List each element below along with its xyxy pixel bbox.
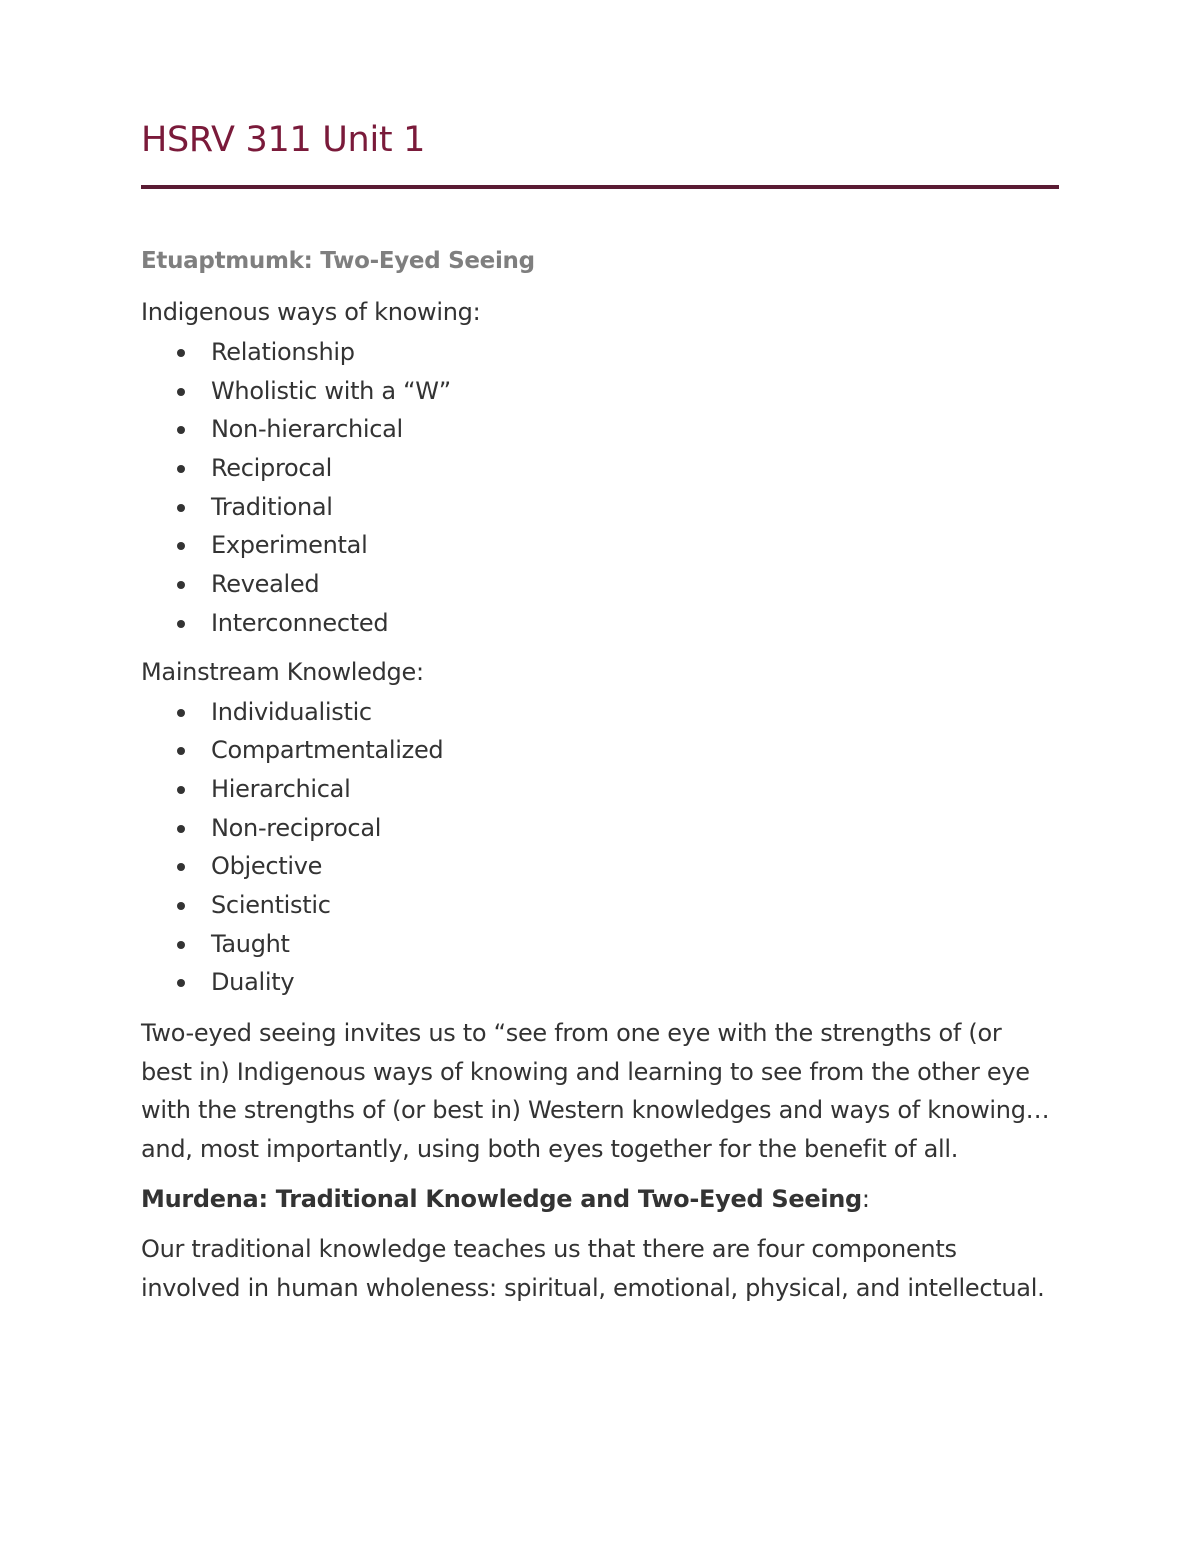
murdena-heading-colon: : (861, 1184, 870, 1213)
list-item: Scientistic (141, 886, 1059, 925)
bullet-icon (177, 504, 185, 512)
mainstream-list-lead: Mainstream Knowledge: (141, 657, 424, 686)
murdena-heading: Murdena: Traditional Knowledge and Two-Eyed Seeing (141, 1184, 862, 1213)
list-item: Reciprocal (141, 449, 1059, 488)
document-title: HSRV 311 Unit 1 (141, 120, 426, 160)
two-eyed-seeing-paragraph: Two-eyed seeing invites us to “see from one eye with the strengths of (or best in) Indigenous ways of knowing and learning to see from the other eye with the strengths of (or best in) Western knowledges and ways of knowing… and, most importantly, using both eyes together for the benefit of all. (141, 1019, 1050, 1164)
bullet-icon (177, 747, 185, 755)
list-item: Non-reciprocal (141, 809, 1059, 848)
indigenous-list (141, 333, 1059, 643)
bullet-icon (177, 979, 185, 987)
list-item: Non-hierarchical (141, 410, 1059, 449)
indigenous-list-lead: Indigenous ways of knowing: (141, 298, 481, 326)
bullet-icon (177, 349, 185, 357)
section-heading: Etuaptmumk: Two-Eyed Seeing (141, 248, 535, 274)
bullet-icon (177, 902, 185, 910)
mainstream-list (141, 693, 1059, 1003)
list-item: Individualistic (141, 693, 1059, 732)
list-item: Interconnected (141, 604, 1059, 643)
bullet-icon (177, 709, 185, 717)
list-item: Compartmentalized (141, 731, 1059, 770)
bullet-icon (177, 581, 185, 589)
bullet-icon (177, 542, 185, 550)
bullet-icon (177, 388, 185, 396)
list-item: Experimental (141, 526, 1059, 565)
list-item: Relationship (141, 333, 1059, 372)
list-item: Hierarchical (141, 770, 1059, 809)
list-item: Taught (141, 925, 1059, 964)
list-item: Objective (141, 847, 1059, 886)
list-item: Traditional (141, 488, 1059, 527)
bullet-icon (177, 786, 185, 794)
list-item: Duality (141, 963, 1059, 1002)
bullet-icon (177, 863, 185, 871)
bullet-icon (177, 426, 185, 434)
bullet-icon (177, 941, 185, 949)
murdena-paragraph: Our traditional knowledge teaches us that there are four components involved in human wholeness: spiritual, emotional, physical, and intellectual. (141, 1234, 1045, 1302)
bullet-icon (177, 825, 185, 833)
document-body (141, 244, 1059, 1307)
title-underline-rule (141, 185, 1059, 189)
bullet-icon (177, 620, 185, 628)
list-item: Revealed (141, 565, 1059, 604)
murdena-heading-line (141, 1180, 1059, 1218)
list-item: Wholistic with a “W” (141, 372, 1059, 411)
bullet-icon (177, 465, 185, 473)
